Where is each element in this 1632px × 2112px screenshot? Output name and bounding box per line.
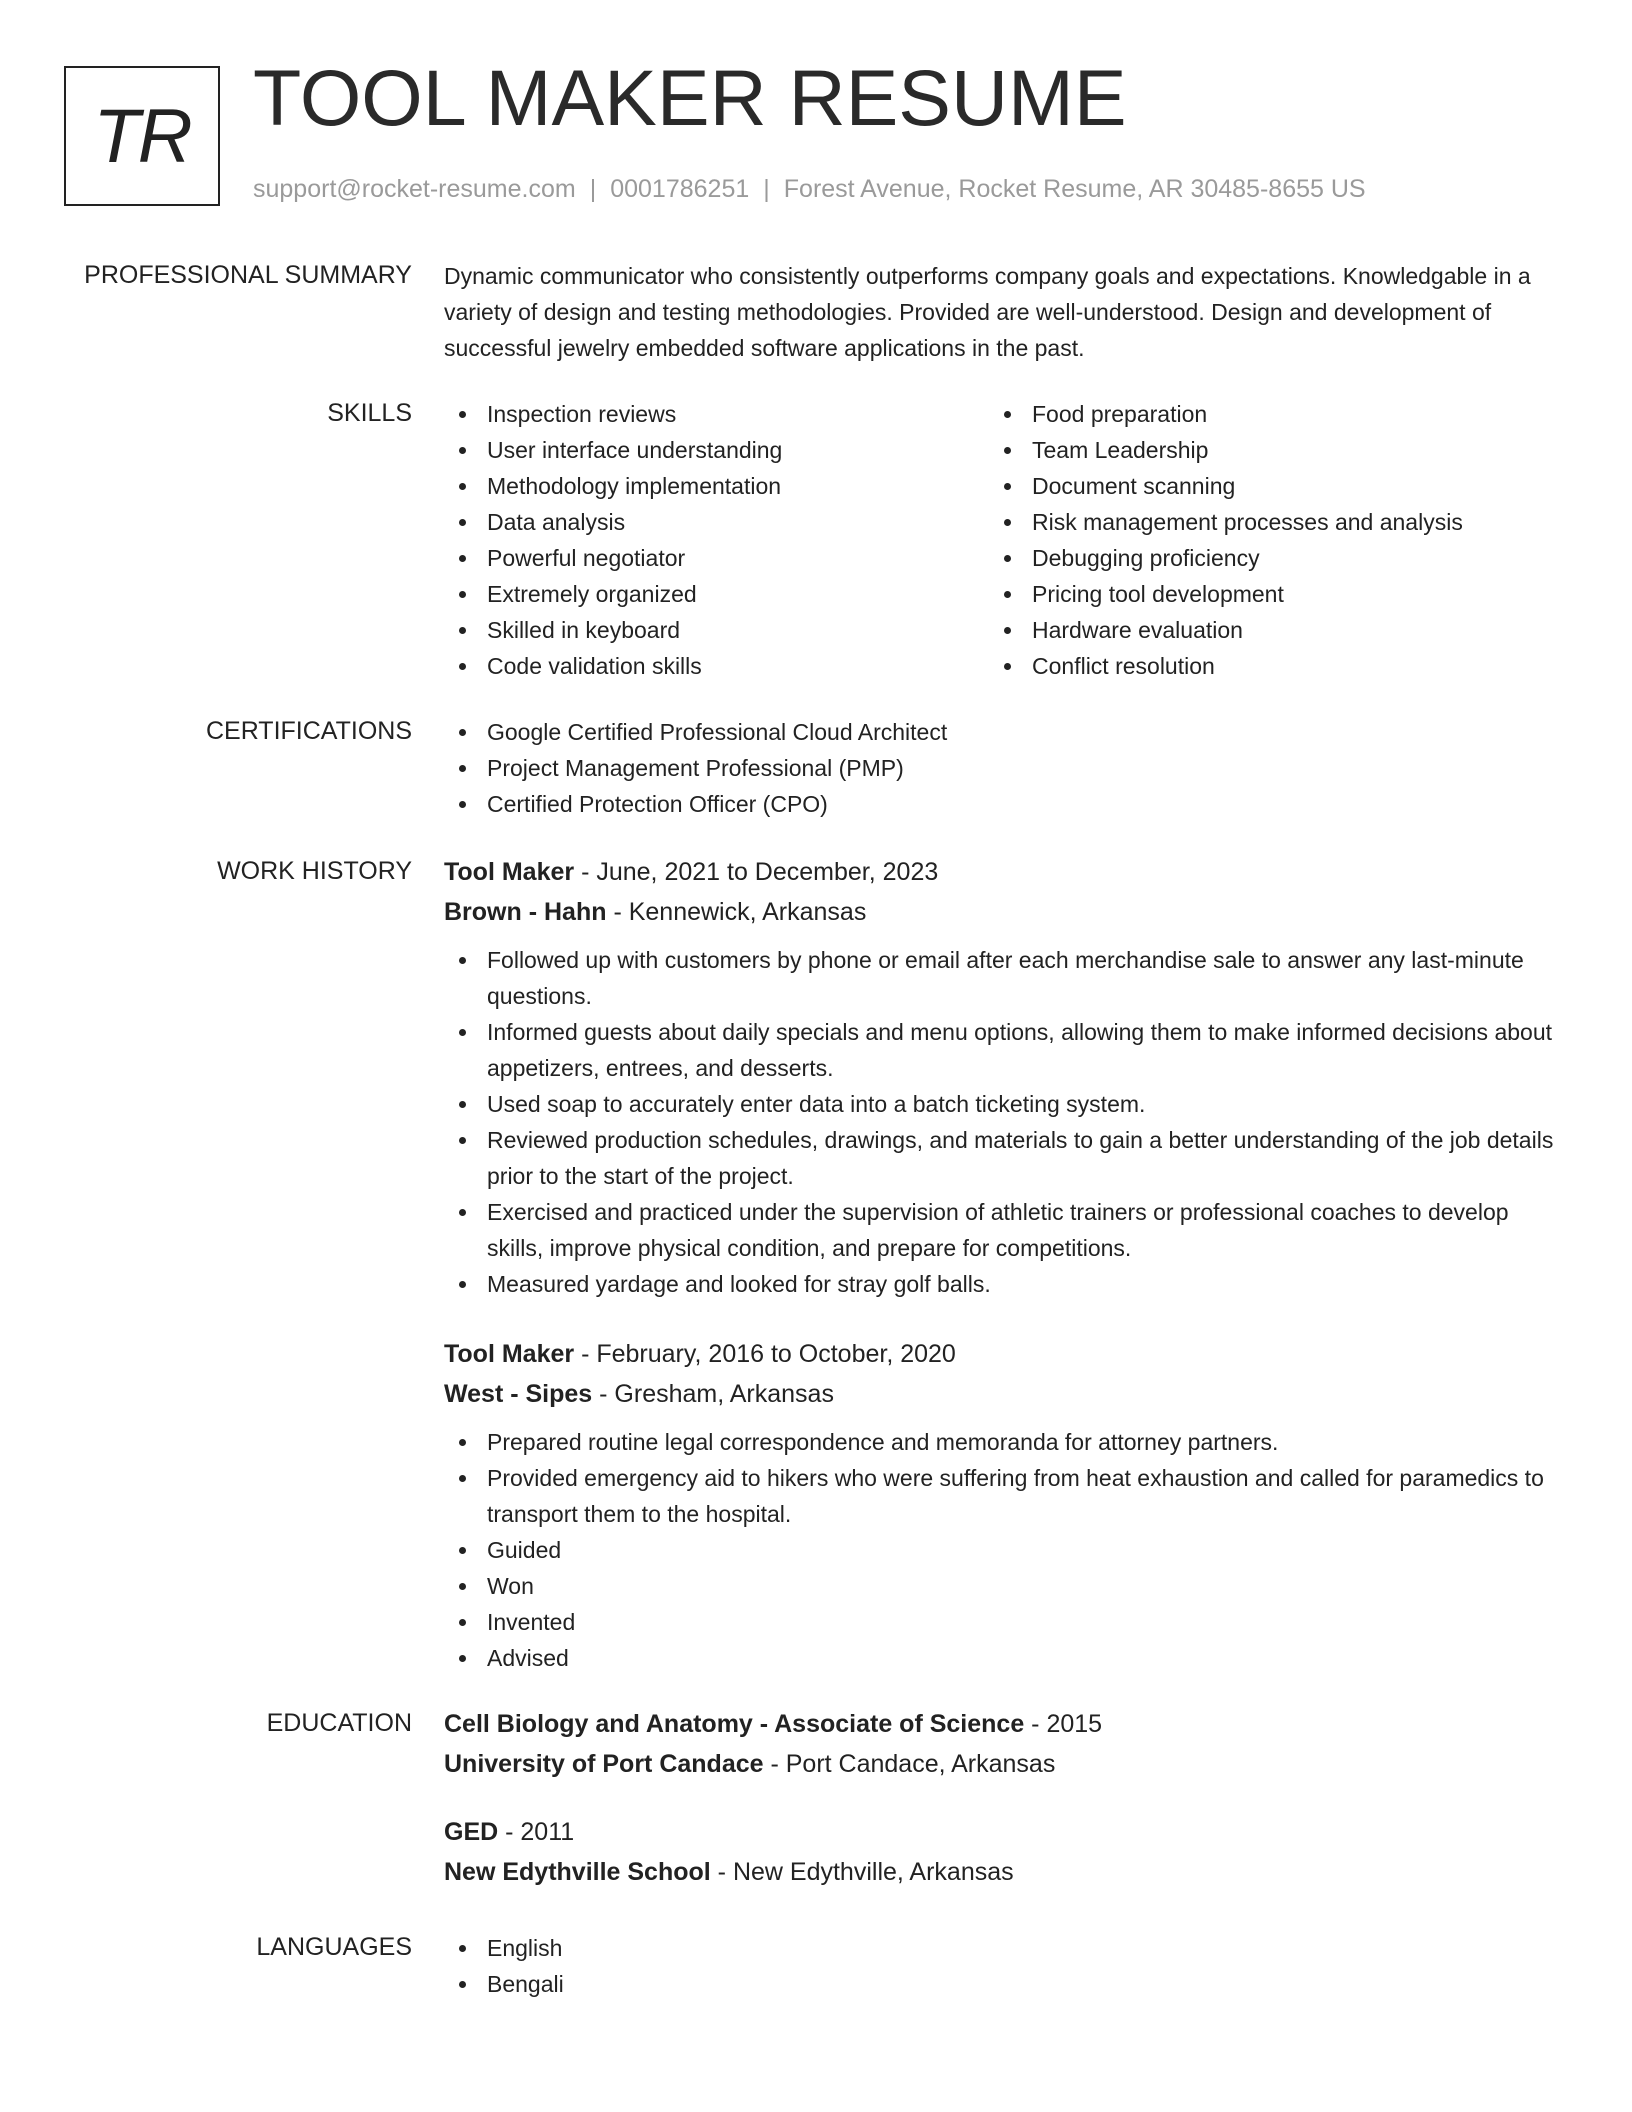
job-bullets [444,942,1564,1302]
list-item: Document scanning [989,468,1534,504]
section-label-work-history: WORK HISTORY [217,857,412,885]
list-item: Google Certified Professional Cloud Architect [444,714,1564,750]
job-dates: - June, 2021 to December, 2023 [574,858,939,886]
skills-list-left [444,396,989,684]
job-title-line [444,852,1564,892]
education-degree: Cell Biology and Anatomy - Associate of Science [444,1710,1025,1738]
list-item: Code validation skills [444,648,989,684]
list-item: Informed guests about daily specials and menu options, allowing them to make informed decisions about appetizers, entrees, and desserts. [444,1014,1564,1086]
education-degree-line [444,1812,1564,1852]
certifications-list [444,714,1564,822]
list-item: Pricing tool development [989,576,1534,612]
languages-list [444,1930,1564,2002]
section-label-certifications: CERTIFICATIONS [205,717,412,745]
list-item: Inspection reviews [444,396,989,432]
list-item: English [444,1930,1564,1966]
monogram-logo [64,66,220,206]
list-item: Team Leadership [989,432,1534,468]
list-item: Debugging proficiency [989,540,1534,576]
education-year: - 2011 [498,1818,575,1846]
contact-address: Forest Avenue, Rocket Resume, AR 30485-8655 US [783,175,1366,203]
education-entry-1 [444,1704,1564,1784]
certifications-content [444,714,1564,822]
list-item: Skilled in keyboard [444,612,989,648]
list-item: Powerful negotiator [444,540,989,576]
list-item: Food preparation [989,396,1534,432]
education-entry-2 [444,1812,1564,1892]
section-label-languages: LANGUAGES [256,1933,412,1961]
contact-separator: | [763,175,770,203]
list-item: Provided emergency aid to hikers who were suffering from heat exhaustion and called for paramedics to transport them to the hospital. [444,1460,1564,1532]
job-location: - Gresham, Arkansas [592,1380,834,1408]
education-school: University of Port Candace [444,1750,764,1778]
job-title: Tool Maker [444,1340,575,1368]
skills-columns [444,396,1564,684]
list-item: Risk management processes and analysis [989,504,1534,540]
list-item: Reviewed production schedules, drawings, and materials to gain a better understanding of the job details prior to the start of the project. [444,1122,1564,1194]
list-item: Won [444,1568,1564,1604]
job-company: West - Sipes [444,1380,593,1408]
list-item: Used soap to accurately enter data into a batch ticketing system. [444,1086,1564,1122]
page-title: TOOL MAKER RESUME [253,53,1127,142]
list-item: Extremely organized [444,576,989,612]
contact-separator: | [589,175,597,203]
job-dates: - February, 2016 to October, 2020 [574,1340,956,1368]
contact-phone: 0001786251 [610,175,750,203]
job-entry-2 [444,1334,1564,1676]
list-item: Guided [444,1532,1564,1568]
contact-line [253,174,1366,204]
job-bullets [444,1424,1564,1676]
job-company: Brown - Hahn [444,898,607,926]
section-label-education: EDUCATION [266,1709,412,1737]
education-year: - 2015 [1024,1710,1103,1738]
job-title: Tool Maker [444,858,575,886]
section-label-summary: PROFESSIONAL SUMMARY [84,261,412,289]
initials: TR [93,93,191,179]
list-item: Invented [444,1604,1564,1640]
list-item: Conflict resolution [989,648,1534,684]
list-item: Methodology implementation [444,468,989,504]
education-degree-line [444,1704,1564,1744]
education-location: - New Edythville, Arkansas [710,1858,1014,1886]
skills-list-right [989,396,1534,684]
contact-email: support@rocket-resume.com [253,175,576,203]
education-degree: GED [444,1818,499,1846]
list-item: Data analysis [444,504,989,540]
list-item: User interface understanding [444,432,989,468]
section-label-skills: SKILLS [327,399,412,427]
list-item: Project Management Professional (PMP) [444,750,1564,786]
education-school: New Edythville School [444,1858,711,1886]
job-company-line [444,1374,1564,1414]
job-location: - Kennewick, Arkansas [606,898,867,926]
list-item: Measured yardage and looked for stray golf balls. [444,1266,1564,1302]
job-entry-1 [444,852,1564,1302]
summary-text: Dynamic communicator who consistently outperforms company goals and expectations. Knowledgable in a variety of design and testing methodologies. Provided are well-understood. Design and development of successful jewelry embedded software applications in the past. [444,263,1531,361]
education-location: - Port Candace, Arkansas [763,1750,1056,1778]
job-title-line [444,1334,1564,1374]
job-company-line [444,892,1564,932]
list-item: Exercised and practiced under the supervision of athletic trainers or professional coaches to develop skills, improve physical condition, and prepare for competitions. [444,1194,1564,1266]
list-item: Hardware evaluation [989,612,1534,648]
list-item: Advised [444,1640,1564,1676]
list-item: Bengali [444,1966,1564,2002]
languages-content [444,1930,1564,2002]
list-item: Followed up with customers by phone or email after each merchandise sale to answer any last-minute questions. [444,942,1564,1014]
list-item: Certified Protection Officer (CPO) [444,786,1564,822]
list-item: Prepared routine legal correspondence and memoranda for attorney partners. [444,1424,1564,1460]
education-school-line [444,1852,1564,1892]
education-school-line [444,1744,1564,1784]
